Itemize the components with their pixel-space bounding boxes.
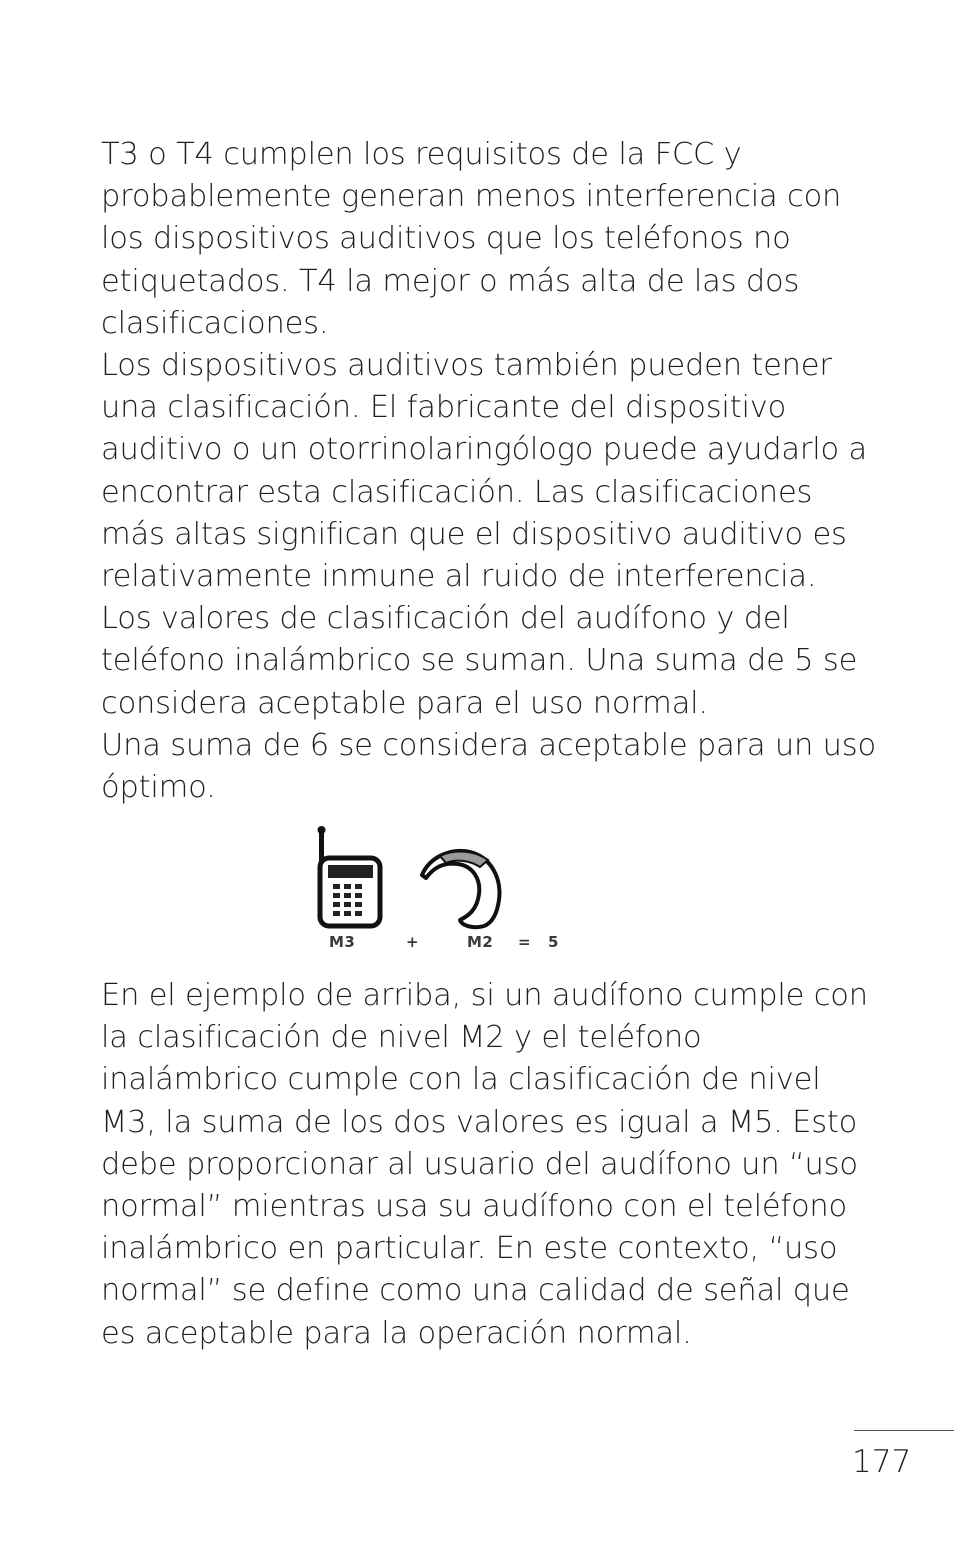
- paragraph-example-explanation: En el ejemplo de arriba, si un audífono cumple con la clasificación de nivel M2 y el teléfono inalámbrico cumple con la clasificación de nivel M3, la suma de los dos valores es igual a M5. Esto debe proporcionar al usuario del audífono un “uso normal” mientras usa su audífono con el teléfono inalámbrico en particular. En este contexto, “uso normal” se define como una calidad de señal que es aceptable para la operación normal.: [101, 978, 868, 1351]
- footer-divider: [854, 1430, 954, 1431]
- paragraph-t3-t4: T3 o T4 cumplen los requisitos de la FCC y probablemente generan menos interferencia con los dispositivos auditivos que los teléfonos no etiquetados. T4 la mejor o más alta de las dos clasificaciones.: [101, 137, 842, 341]
- rating-example-figure: [312, 822, 572, 956]
- paragraph-optimal-sum: Una suma de 6 se considera aceptable para un uso óptimo.: [101, 727, 876, 806]
- rating-sum-label: 5: [548, 933, 559, 951]
- body-text-bottom: [101, 975, 881, 1355]
- plus-sign: +: [406, 933, 420, 951]
- phone-rating-label: M3: [329, 933, 356, 951]
- hearing-aid-icon: [422, 851, 499, 927]
- body-text-top: [101, 134, 881, 809]
- rating-illustration: [312, 822, 572, 932]
- hearing-aid-rating-label: M2: [467, 933, 494, 951]
- page-number: 177: [852, 1444, 912, 1480]
- equals-sign: =: [518, 933, 532, 951]
- cell-phone-icon: [318, 826, 381, 926]
- paragraph-hearing-devices-rating: Los dispositivos auditivos también pueden tener una clasificación. El fabricante del dispositivo auditivo o un otorrinolaringólogo puede ayudarlo a encontrar esta clasificación. Las clasificaciones más altas significan que el dispositivo auditivo es relativamente inmune al ruido de interferencia.: [101, 348, 867, 595]
- paragraph-rating-sum: Los valores de clasificación del audífono y del teléfono inalámbrico se suman. Una suma de 5 se considera aceptable para el uso normal.: [101, 601, 858, 721]
